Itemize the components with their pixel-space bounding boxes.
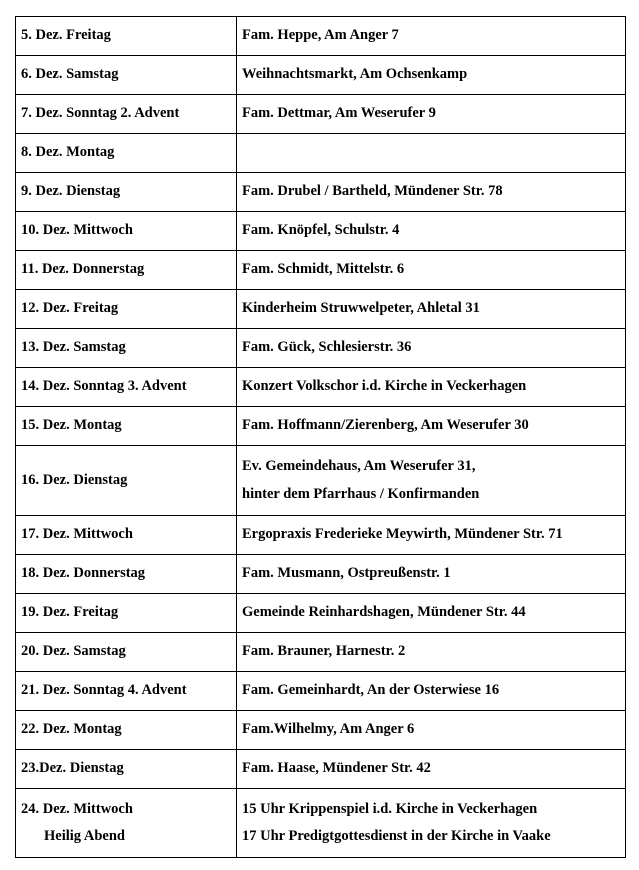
- table-row: [16, 173, 626, 212]
- location-cell: Fam. Gemeinhardt, An der Osterwiese 16: [237, 672, 626, 711]
- location-cell: Fam. Knöpfel, Schulstr. 4: [237, 212, 626, 251]
- location-cell: Fam. Haase, Mündener Str. 42: [237, 750, 626, 789]
- date-cell: 22. Dez. Montag: [16, 711, 237, 750]
- location-cell: [237, 134, 626, 173]
- location-line: 17 Uhr Predigtgottesdienst in der Kirche in Vaake: [242, 828, 551, 844]
- date-cell: 8. Dez. Montag: [16, 134, 237, 173]
- date-cell: 7. Dez. Sonntag 2. Advent: [16, 95, 237, 134]
- location-cell: Ergopraxis Frederieke Meywirth, Mündener Str. 71: [237, 516, 626, 555]
- table-row: [16, 17, 626, 56]
- table-row: [16, 555, 626, 594]
- date-cell: 19. Dez. Freitag: [16, 594, 237, 633]
- location-cell: [237, 789, 626, 858]
- table-row: [16, 251, 626, 290]
- table-row: [16, 368, 626, 407]
- table-row: [16, 56, 626, 95]
- table-row: [16, 516, 626, 555]
- location-cell: Weihnachtsmarkt, Am Ochsenkamp: [237, 56, 626, 95]
- table-row: [16, 789, 626, 858]
- date-cell: 9. Dez. Dienstag: [16, 173, 237, 212]
- location-cell: Konzert Volkschor i.d. Kirche in Veckerhagen: [237, 368, 626, 407]
- location-cell: Gemeinde Reinhardshagen, Mündener Str. 44: [237, 594, 626, 633]
- date-line: Heilig Abend: [44, 828, 125, 844]
- location-cell: Fam. Gück, Schlesierstr. 36: [237, 329, 626, 368]
- date-cell: 21. Dez. Sonntag 4. Advent: [16, 672, 237, 711]
- date-cell: 23.Dez. Dienstag: [16, 750, 237, 789]
- date-line: 24. Dez. Mittwoch: [21, 800, 133, 817]
- schedule-table: [15, 16, 626, 858]
- date-cell: [16, 789, 237, 858]
- date-cell: 17. Dez. Mittwoch: [16, 516, 237, 555]
- date-cell: 16. Dez. Dienstag: [16, 446, 237, 516]
- date-cell: 14. Dez. Sonntag 3. Advent: [16, 368, 237, 407]
- location-cell: Fam. Musmann, Ostpreußenstr. 1: [237, 555, 626, 594]
- date-cell: 11. Dez. Donnerstag: [16, 251, 237, 290]
- table-row: [16, 633, 626, 672]
- date-cell: 12. Dez. Freitag: [16, 290, 237, 329]
- table-row: [16, 134, 626, 173]
- date-cell: 18. Dez. Donnerstag: [16, 555, 237, 594]
- location-cell: [237, 446, 626, 516]
- date-cell: 13. Dez. Samstag: [16, 329, 237, 368]
- location-cell: Fam. Heppe, Am Anger 7: [237, 17, 626, 56]
- table-row: [16, 446, 626, 516]
- table-row: [16, 329, 626, 368]
- location-line: Ev. Gemeindehaus, Am Weserufer 31,: [242, 458, 476, 475]
- table-row: [16, 750, 626, 789]
- date-cell: 5. Dez. Freitag: [16, 17, 237, 56]
- location-line: hinter dem Pfarrhaus / Konfirmanden: [242, 485, 480, 502]
- table-row: [16, 711, 626, 750]
- location-cell: Kinderheim Struwwelpeter, Ahletal 31: [237, 290, 626, 329]
- date-cell: 10. Dez. Mittwoch: [16, 212, 237, 251]
- location-line: 15 Uhr Krippenspiel i.d. Kirche in Veckerhagen: [242, 800, 538, 817]
- table-row: [16, 672, 626, 711]
- date-cell: 20. Dez. Samstag: [16, 633, 237, 672]
- table-row: [16, 594, 626, 633]
- table-row: [16, 290, 626, 329]
- location-cell: Fam. Drubel / Bartheld, Mündener Str. 78: [237, 173, 626, 212]
- date-cell: 6. Dez. Samstag: [16, 56, 237, 95]
- table-row: [16, 407, 626, 446]
- table-row: [16, 212, 626, 251]
- location-cell: Fam. Brauner, Harnestr. 2: [237, 633, 626, 672]
- location-cell: Fam.Wilhelmy, Am Anger 6: [237, 711, 626, 750]
- location-cell: Fam. Schmidt, Mittelstr. 6: [237, 251, 626, 290]
- location-cell: Fam. Hoffmann/Zierenberg, Am Weserufer 30: [237, 407, 626, 446]
- location-cell: Fam. Dettmar, Am Weserufer 9: [237, 95, 626, 134]
- table-row: [16, 95, 626, 134]
- date-cell: 15. Dez. Montag: [16, 407, 237, 446]
